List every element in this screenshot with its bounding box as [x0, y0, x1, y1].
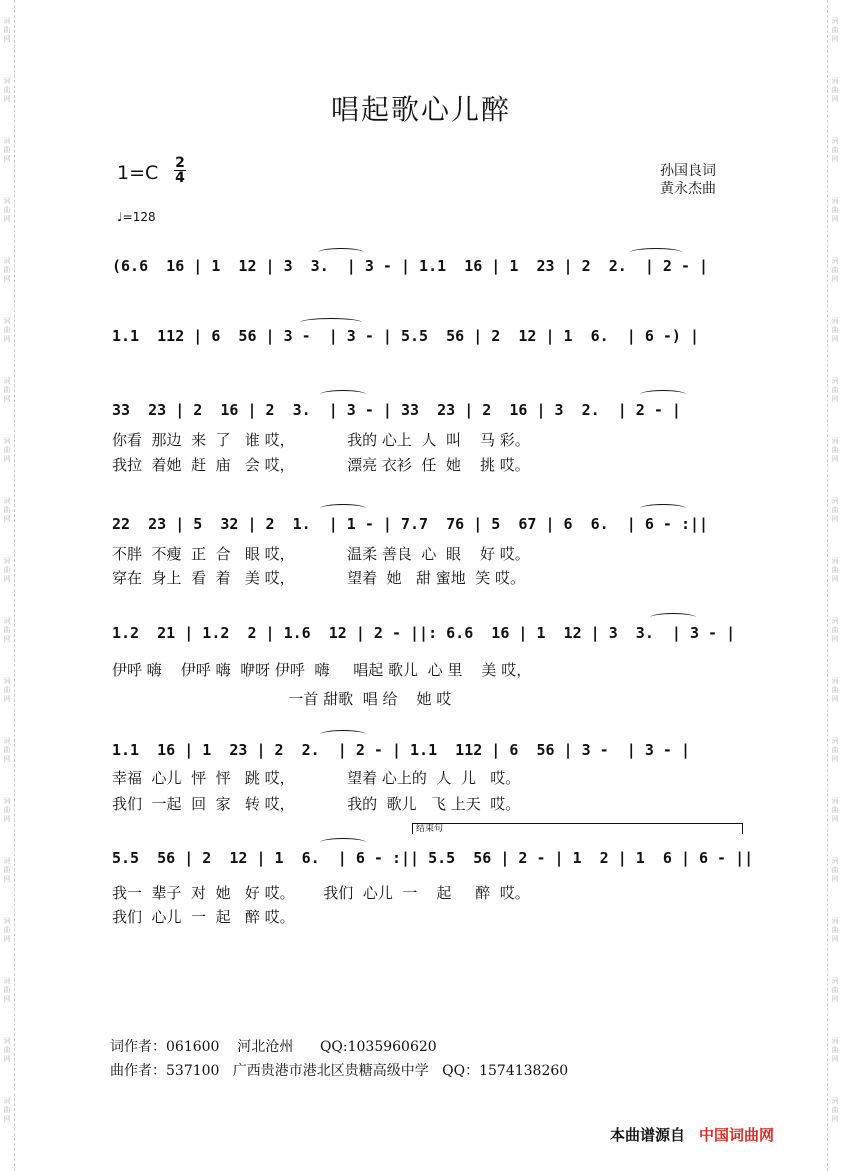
watermark-block [4, 660, 11, 720]
watermark-char: 网 [831, 454, 839, 463]
watermark-char: 词 [3, 496, 11, 505]
watermark-char: 网 [831, 814, 839, 823]
watermark-char: 词 [831, 76, 839, 85]
watermark-char: 网 [3, 874, 11, 883]
watermark-char: 曲 [831, 265, 839, 274]
watermark-char: 网 [831, 1054, 839, 1063]
source-credit [610, 1124, 774, 1145]
watermark-char: 词 [3, 916, 11, 925]
watermark-char: 词 [3, 736, 11, 745]
watermark-char: 词 [831, 556, 839, 565]
watermark-char: 词 [3, 196, 11, 205]
watermark-char: 网 [3, 94, 11, 103]
watermark-char: 网 [3, 454, 11, 463]
watermark-block [4, 360, 11, 420]
watermark-block [832, 720, 839, 780]
watermark-char: 曲 [831, 925, 839, 934]
watermark-char: 词 [3, 976, 11, 985]
watermark-char: 曲 [3, 805, 11, 814]
watermark-block [4, 300, 11, 360]
watermark-char: 曲 [831, 385, 839, 394]
tie-mark [630, 248, 682, 257]
watermark-char: 曲 [3, 205, 11, 214]
watermark-char: 曲 [3, 1045, 11, 1054]
lyric-line: 伊呼 嗨 伊呼 嗨 咿呀 伊呼 嗨 唱起 歌儿 心 里 美 哎， [112, 661, 532, 679]
watermark-char: 网 [831, 334, 839, 343]
watermark-block [832, 1020, 839, 1080]
watermark-char: 曲 [3, 625, 11, 634]
watermark-block [832, 1080, 839, 1140]
watermark-char: 词 [831, 376, 839, 385]
watermark-char: 词 [3, 796, 11, 805]
watermark-char: 词 [831, 196, 839, 205]
watermark-char: 词 [3, 436, 11, 445]
watermark-char: 词 [831, 496, 839, 505]
notation-row: 33 23 | 2 16 | 2 3. | 3 - | 33 23 | 2 16 | 3 2. | 2 - | [112, 401, 681, 419]
key-signature: 1=C [117, 162, 159, 184]
watermark-char: 曲 [831, 505, 839, 514]
tempo-mark: ♩=128 [117, 210, 156, 224]
watermark-block [832, 420, 839, 480]
watermark-char: 曲 [3, 25, 11, 34]
watermark-char: 网 [3, 634, 11, 643]
watermark-char: 曲 [831, 745, 839, 754]
watermark-char: 曲 [3, 745, 11, 754]
time-signature-top: 2 [175, 155, 185, 171]
watermark-char: 网 [831, 994, 839, 1003]
watermark-char: 网 [831, 34, 839, 43]
notation-row: 1.1 112 | 6 56 | 3 - | 3 - | 5.5 56 | 2 12 | 1 6. | 6 -) | [112, 327, 699, 345]
watermark-char: 网 [3, 274, 11, 283]
composer-credit: 黄永杰曲 [660, 181, 716, 197]
watermark-block [4, 480, 11, 540]
tie-mark [320, 390, 366, 399]
watermark-char: 词 [831, 1036, 839, 1045]
watermark-char: 词 [3, 376, 11, 385]
watermark-char: 曲 [831, 205, 839, 214]
time-signature-bottom: 4 [175, 170, 185, 186]
watermark-char: 曲 [831, 445, 839, 454]
watermark-block [832, 180, 839, 240]
watermark-block [832, 960, 839, 1020]
watermark-char: 网 [831, 694, 839, 703]
notation-row: (6.6 16 | 1 12 | 3 3. | 3 - | 1.1 16 | 1 23 | 2 2. | 2 - | [112, 257, 709, 275]
watermark-char: 词 [3, 256, 11, 265]
watermark-char: 词 [831, 736, 839, 745]
watermark-block [832, 240, 839, 300]
watermark-block [832, 480, 839, 540]
watermark-char: 曲 [3, 865, 11, 874]
ending-bracket [412, 823, 743, 834]
watermark-char: 网 [831, 1114, 839, 1123]
tie-mark [300, 318, 362, 327]
watermark-char: 曲 [3, 505, 11, 514]
lyric-line: 幸福 心儿 怦 怦 跳 哎， 望着 心上的 人 儿 哎。 [112, 769, 521, 787]
tie-mark [650, 613, 696, 622]
tie-mark [320, 838, 366, 847]
watermark-block [4, 720, 11, 780]
watermark-char: 曲 [3, 85, 11, 94]
watermark-char: 词 [831, 616, 839, 625]
watermark-char: 词 [831, 16, 839, 25]
watermark-char: 网 [831, 214, 839, 223]
watermark-block [4, 420, 11, 480]
watermark-char: 曲 [3, 145, 11, 154]
watermark-char: 曲 [831, 85, 839, 94]
credits [660, 162, 716, 198]
watermark-char: 词 [831, 676, 839, 685]
watermark-char: 词 [3, 856, 11, 865]
watermark-block [4, 780, 11, 840]
watermark-char: 网 [831, 514, 839, 523]
watermark-char: 网 [3, 694, 11, 703]
tie-mark [318, 248, 364, 257]
watermark-char: 词 [3, 556, 11, 565]
watermark-char: 网 [831, 934, 839, 943]
watermark-char: 词 [831, 796, 839, 805]
watermark-char: 曲 [3, 445, 11, 454]
tie-mark [320, 730, 366, 739]
watermark-char: 曲 [3, 265, 11, 274]
watermark-char: 网 [3, 934, 11, 943]
watermark-char: 网 [3, 214, 11, 223]
watermark-char: 网 [831, 634, 839, 643]
notation-row: 5.5 56 | 2 12 | 1 6. | 6 - :|| 5.5 56 | 2 - | 1 2 | 1 6 | 6 - || [112, 849, 754, 867]
watermark-block [4, 120, 11, 180]
watermark-char: 词 [831, 436, 839, 445]
song-title: 唱起歌心儿醉 [330, 93, 511, 126]
watermark-block [832, 600, 839, 660]
watermark-block [4, 0, 11, 60]
watermark-char: 曲 [831, 145, 839, 154]
time-signature [174, 156, 186, 185]
watermark-block [4, 600, 11, 660]
lyric-line: 不胖 不瘦 正 合 眼 哎， 温柔 善良 心 眼 好 哎。 [112, 545, 530, 563]
left-watermark-strip [0, 0, 15, 1171]
watermark-char: 曲 [831, 625, 839, 634]
ending-label: 结束句 [416, 824, 444, 834]
watermark-char: 曲 [831, 25, 839, 34]
watermark-char: 网 [831, 274, 839, 283]
lyricist-info: 词作者：061600 河北沧州 QQ:1035960620 [110, 1039, 437, 1055]
lyric-line: 我们 心儿 一 起 醉 哎。 [112, 908, 295, 926]
watermark-char: 网 [831, 754, 839, 763]
watermark-char: 曲 [3, 325, 11, 334]
watermark-block [4, 960, 11, 1020]
lyric-line: 一首 甜歌 唱 给 她 哎 [112, 690, 452, 708]
lyric-line: 穿在 身上 看 着 美 哎， 望着 她 甜 蜜地 笑 哎。 [112, 569, 526, 587]
lyric-line: 你看 那边 来 了 谁 哎， 我的 心上 人 叫 马 彩。 [112, 431, 530, 449]
watermark-char: 词 [3, 16, 11, 25]
watermark-block [832, 660, 839, 720]
lyric-line: 我拉 着她 赶 庙 会 哎， 漂亮 衣衫 任 她 挑 哎。 [112, 456, 530, 474]
lyric-line: 我一 辈子 对 她 好 哎。 我们 心儿 一 起 醉 哎。 [112, 884, 530, 902]
lyricist-credit: 孙国良词 [660, 163, 716, 179]
watermark-char: 网 [3, 814, 11, 823]
watermark-block [4, 1080, 11, 1140]
watermark-char: 网 [3, 754, 11, 763]
watermark-block [832, 900, 839, 960]
watermark-char: 网 [831, 874, 839, 883]
watermark-block [832, 300, 839, 360]
watermark-char: 网 [3, 574, 11, 583]
watermark-block [4, 840, 11, 900]
watermark-char: 曲 [831, 805, 839, 814]
notation-row: 1.1 16 | 1 23 | 2 2. | 2 - | 1.1 112 | 6 56 | 3 - | 3 - | [112, 741, 690, 759]
watermark-block [832, 120, 839, 180]
watermark-char: 网 [831, 394, 839, 403]
watermark-block [832, 360, 839, 420]
watermark-char: 曲 [3, 385, 11, 394]
watermark-block [832, 780, 839, 840]
watermark-char: 网 [3, 514, 11, 523]
watermark-char: 网 [3, 34, 11, 43]
notation-row: 22 23 | 5 32 | 2 1. | 1 - | 7.7 76 | 5 67 | 6 6. | 6 - :|| [112, 515, 709, 533]
watermark-char: 网 [831, 574, 839, 583]
source-brand: 中国词曲网 [699, 1126, 775, 1144]
watermark-char: 词 [3, 1036, 11, 1045]
watermark-char: 网 [831, 154, 839, 163]
watermark-char: 曲 [3, 685, 11, 694]
notation-row: 1.2 21 | 1.2 2 | 1.6 12 | 2 - ||: 6.6 16 | 1 12 | 3 3. | 3 - | [112, 624, 736, 642]
watermark-char: 词 [831, 916, 839, 925]
watermark-block [832, 540, 839, 600]
watermark-block [4, 180, 11, 240]
watermark-char: 词 [3, 1096, 11, 1105]
watermark-char: 曲 [831, 1045, 839, 1054]
watermark-block [4, 1020, 11, 1080]
watermark-char: 词 [3, 136, 11, 145]
watermark-char: 词 [3, 676, 11, 685]
watermark-char: 曲 [3, 565, 11, 574]
watermark-block [4, 240, 11, 300]
lyric-line: 我们 一起 回 家 转 哎， 我的 歌儿 飞 上天 哎。 [112, 795, 521, 813]
watermark-char: 网 [3, 394, 11, 403]
watermark-char: 词 [831, 256, 839, 265]
watermark-char: 网 [3, 994, 11, 1003]
watermark-char: 曲 [831, 865, 839, 874]
watermark-char: 曲 [831, 325, 839, 334]
watermark-char: 曲 [3, 925, 11, 934]
tie-mark [640, 504, 686, 513]
watermark-char: 曲 [831, 985, 839, 994]
watermark-char: 曲 [831, 1105, 839, 1114]
watermark-char: 词 [831, 1096, 839, 1105]
watermark-char: 曲 [3, 1105, 11, 1114]
watermark-char: 词 [3, 616, 11, 625]
watermark-char: 网 [831, 94, 839, 103]
watermark-char: 词 [831, 316, 839, 325]
watermark-block [832, 840, 839, 900]
watermark-char: 网 [3, 1054, 11, 1063]
source-prefix: 本曲谱源自 [610, 1126, 686, 1144]
watermark-char: 词 [831, 856, 839, 865]
watermark-char: 词 [3, 316, 11, 325]
composer-info: 曲作者：537100 广西贵港市港北区贵糖高级中学 QQ：1574138260 [110, 1063, 569, 1079]
watermark-char: 网 [3, 154, 11, 163]
watermark-char: 网 [3, 334, 11, 343]
watermark-block [4, 540, 11, 600]
watermark-block [4, 900, 11, 960]
watermark-char: 曲 [3, 985, 11, 994]
tie-mark [320, 504, 366, 513]
watermark-char: 曲 [831, 685, 839, 694]
watermark-char: 曲 [831, 565, 839, 574]
watermark-char: 网 [3, 1114, 11, 1123]
right-watermark-strip [827, 0, 842, 1171]
watermark-char: 词 [831, 976, 839, 985]
tie-mark [640, 390, 686, 399]
watermark-block [832, 0, 839, 60]
watermark-char: 词 [831, 136, 839, 145]
watermark-char: 词 [3, 76, 11, 85]
